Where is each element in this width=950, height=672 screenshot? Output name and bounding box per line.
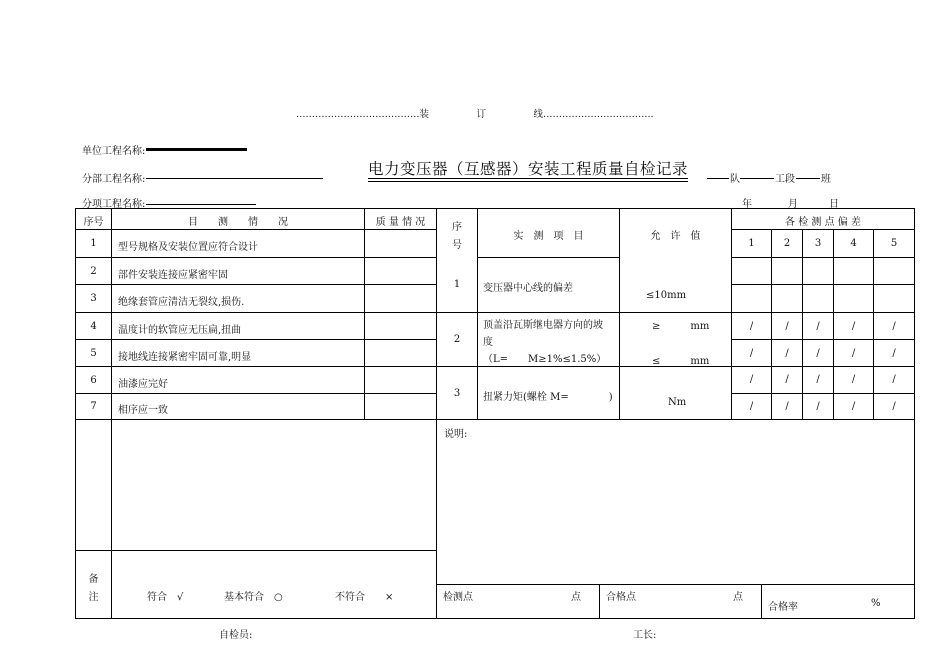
left-col-item-header: 目 测 情 况 [188, 217, 288, 228]
deviation-slash: / [749, 348, 754, 359]
deviation-slash: / [816, 374, 820, 385]
deviation-slash: / [851, 401, 856, 412]
point-header: 4 [850, 238, 857, 249]
point-header: 2 [783, 238, 791, 249]
deviation-slash: / [816, 321, 820, 332]
deviation-slash: / [749, 374, 754, 385]
deviation-slash: / [851, 374, 856, 385]
point-header: 3 [814, 238, 822, 249]
deviation-slash: / [749, 321, 754, 332]
item-2-allow-b: ≤ mm [652, 356, 710, 367]
check-points-unit: 点 [571, 592, 581, 603]
point-header: 1 [748, 238, 755, 249]
unit-name-field [146, 148, 247, 151]
date-year: 年 [742, 199, 752, 210]
legend-conform: 符合 √ [147, 592, 184, 603]
legend-nonconform: 不符合 × [335, 592, 394, 603]
left-row-no: 7 [90, 401, 97, 412]
deviation-slash: / [749, 401, 754, 412]
right-col-item-header: 实 测 项 目 [513, 231, 584, 242]
left-col-seq-header: 序号 [83, 217, 104, 228]
title-underline-2 [368, 181, 688, 182]
legend-basic-conform: 基本符合 ○ [224, 592, 283, 603]
left-row-text: 相序应一致 [118, 405, 168, 416]
section-label: 工段 [775, 174, 795, 185]
item-2-text-a: 顶盖沿瓦斯继电器方向的坡 [483, 320, 603, 331]
item-3-no: 3 [453, 388, 461, 399]
left-row-no: 1 [90, 238, 97, 249]
pass-rate-percent: % [871, 598, 881, 609]
deviation-slash: / [816, 401, 820, 412]
part-name-field [146, 178, 323, 179]
deviation-slash: / [892, 401, 896, 412]
note-label: 说明: [444, 429, 468, 440]
item-2-allow-a: ≥ mm [652, 321, 710, 332]
deviation-slash: / [785, 321, 789, 332]
foreman-label: 工长: [633, 630, 657, 641]
left-row-text: 接地线连接紧密牢固可靠,明显 [118, 352, 252, 363]
item-1-allow: ≤10mm [646, 290, 687, 301]
left-row-text: 部件安装连接应紧密牢固 [118, 270, 228, 281]
right-col-deviation-header: 各 检 测 点 偏 差 [785, 217, 861, 228]
point-header: 5 [890, 238, 898, 249]
remark-label-1: 备 [88, 574, 99, 585]
date-month: 月 [788, 199, 798, 210]
left-row-text: 温度计的软管应无压扁,扭曲 [118, 325, 242, 336]
deviation-slash: / [816, 348, 820, 359]
right-col-seq-header-1: 序 [452, 222, 462, 233]
section-field [740, 178, 774, 179]
left-row-no: 6 [90, 375, 97, 386]
item-2-no: 2 [453, 334, 461, 345]
sub-item-name-label: 分项工程名称: [82, 199, 146, 210]
left-row-no: 4 [90, 321, 97, 332]
unit-name-label: 单位工程名称: [82, 146, 146, 157]
pass-points-label: 合格点 [606, 592, 636, 603]
item-3-allow: Nm [668, 397, 687, 408]
left-row-no: 5 [90, 348, 97, 359]
left-row-no: 3 [90, 293, 97, 304]
deviation-slash: / [851, 348, 856, 359]
deviation-slash: / [785, 374, 789, 385]
right-col-seq-header-2: 号 [452, 240, 462, 251]
title-underline-1 [368, 178, 688, 179]
crew-label: 班 [821, 174, 831, 185]
deviation-slash: / [785, 348, 789, 359]
left-row-text: 绝缘套管应清洁无裂纹,损伤. [118, 297, 245, 308]
pass-points-unit: 点 [733, 592, 743, 603]
inspector-label: 自检员: [219, 630, 253, 641]
left-row-text: 油漆应完好 [118, 379, 168, 390]
right-col-allow-header: 允 许 值 [650, 231, 701, 242]
deviation-slash: / [892, 374, 896, 385]
item-2-text-b: 度 [483, 337, 493, 348]
team-label: 队 [730, 174, 740, 185]
date-day: 日 [829, 199, 839, 210]
item-1-no: 1 [453, 279, 461, 290]
deviation-slash: / [892, 348, 896, 359]
part-name-label: 分部工程名称: [82, 174, 146, 185]
team-field [707, 178, 729, 179]
item-1-text: 变压器中心线的偏差 [483, 283, 573, 294]
check-points-label: 检测点 [443, 592, 473, 603]
deviation-slash: / [892, 321, 896, 332]
left-col-quality-header: 质 量 情 况 [375, 217, 426, 228]
item-3-text: 扭紧力矩(螺栓 M= ) [483, 392, 613, 403]
pass-rate-label: 合格率 [768, 602, 798, 613]
left-row-text: 型号规格及安装位置应符合设计 [118, 242, 258, 253]
deviation-slash: / [851, 321, 856, 332]
item-2-text-c: （L= M≥1%≤1.5%） [483, 354, 607, 365]
document-title: 电力变压器（互感器）安装工程质量自检记录 [368, 160, 689, 178]
deviation-slash: / [785, 401, 789, 412]
crew-field [796, 178, 820, 179]
binding-line: …………………………………装 订 线…………………………….. [296, 109, 654, 120]
sub-item-name-field [146, 204, 256, 205]
remark-label-2: 注 [88, 592, 99, 603]
left-row-no: 2 [90, 266, 97, 277]
